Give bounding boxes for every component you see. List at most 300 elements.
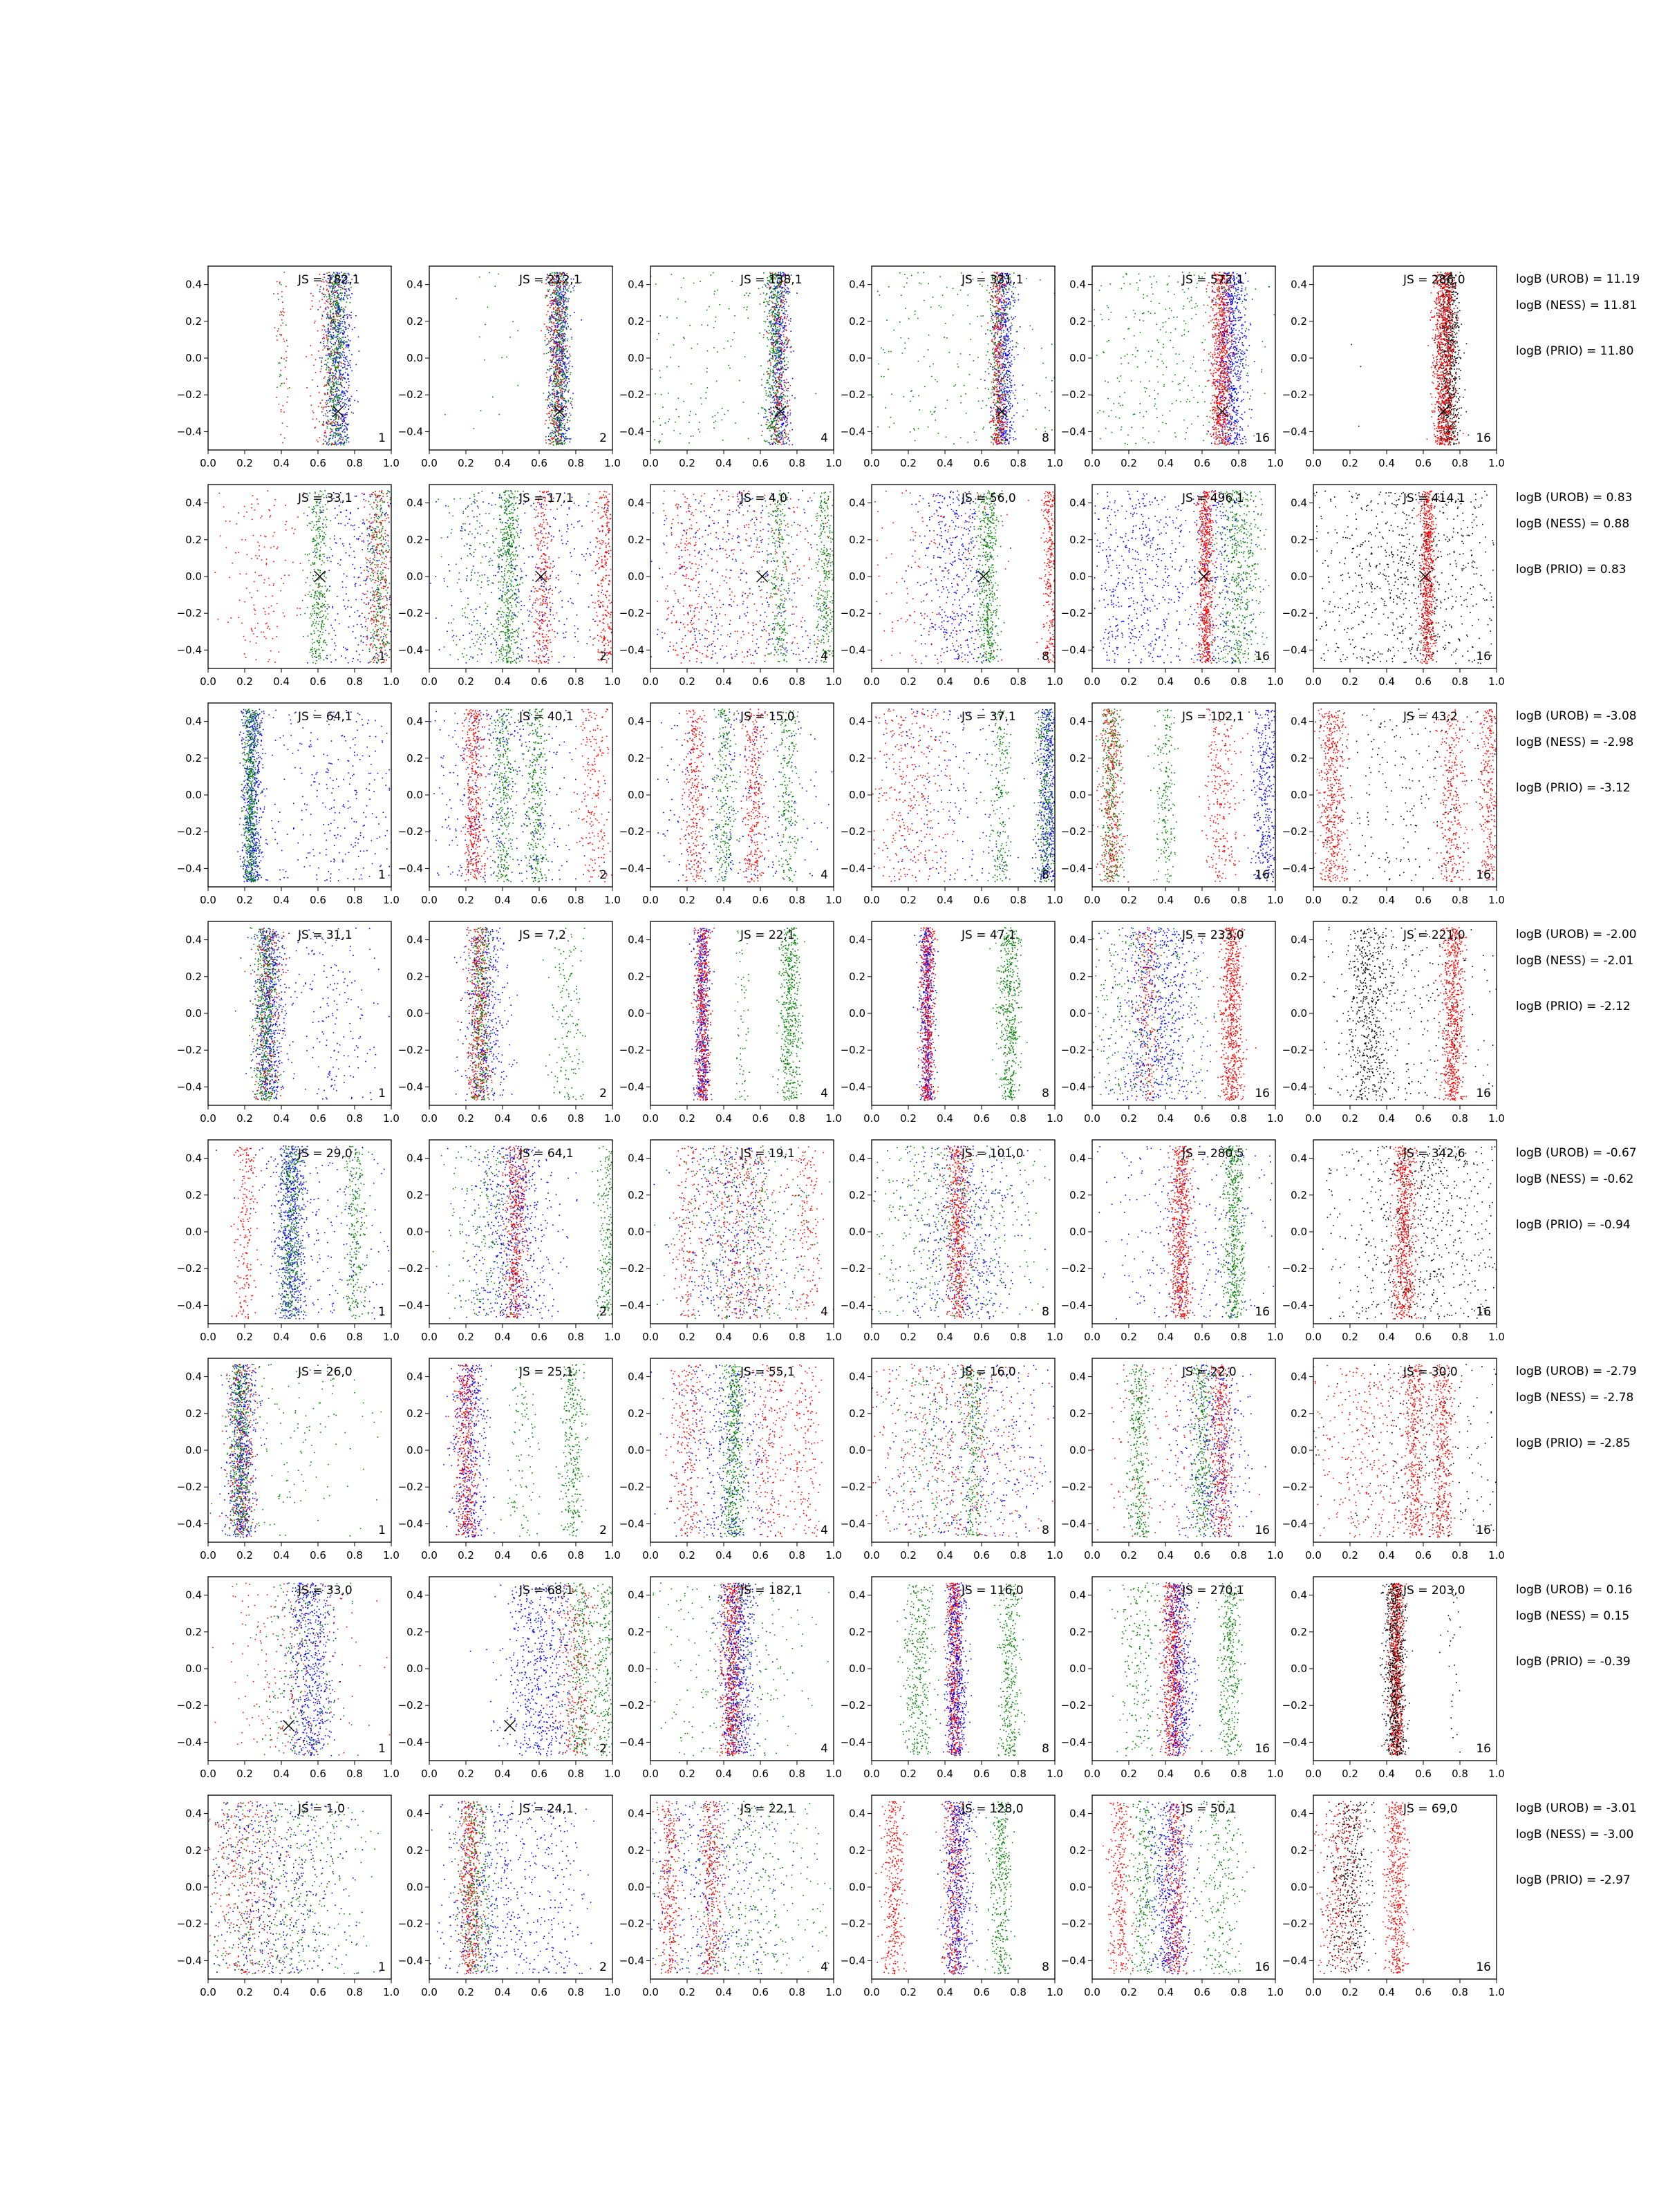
point — [567, 364, 568, 365]
point — [685, 301, 686, 303]
point — [566, 301, 568, 303]
point — [321, 360, 322, 362]
point — [784, 290, 785, 292]
point — [335, 357, 337, 359]
point — [990, 366, 991, 368]
point — [1016, 412, 1018, 413]
point — [787, 288, 788, 289]
point — [568, 298, 570, 299]
point — [343, 334, 344, 335]
point — [763, 337, 765, 339]
point — [560, 389, 561, 391]
point — [772, 426, 774, 427]
point — [346, 436, 347, 438]
point — [552, 317, 553, 319]
point — [787, 422, 788, 423]
point — [775, 418, 776, 419]
point — [328, 301, 329, 303]
point — [557, 420, 559, 422]
point — [556, 439, 557, 440]
point — [558, 354, 559, 355]
point — [777, 350, 778, 351]
point — [776, 314, 778, 315]
point — [778, 442, 780, 443]
point — [552, 393, 553, 394]
corner-label: 2 — [599, 431, 607, 445]
point — [769, 391, 771, 393]
point — [326, 435, 327, 437]
point — [784, 288, 785, 289]
point — [324, 338, 325, 339]
point — [773, 371, 774, 373]
point — [341, 423, 343, 424]
point — [775, 326, 776, 328]
point — [336, 415, 337, 417]
point — [769, 321, 771, 322]
point — [317, 386, 319, 387]
point — [1013, 306, 1014, 307]
point — [780, 364, 782, 365]
point — [337, 319, 339, 321]
point — [326, 406, 327, 408]
point — [326, 289, 328, 290]
point — [559, 314, 561, 315]
x-tick-label: 0.4 — [494, 457, 511, 469]
point — [691, 435, 692, 437]
point — [550, 436, 552, 438]
point — [331, 303, 332, 305]
point — [1006, 358, 1007, 359]
point — [345, 417, 346, 418]
point — [323, 289, 324, 290]
point — [774, 308, 776, 310]
point — [778, 404, 779, 405]
point — [776, 402, 777, 403]
point — [773, 346, 774, 347]
point — [358, 337, 359, 338]
point — [1013, 357, 1015, 358]
point — [744, 307, 745, 308]
point — [563, 355, 565, 357]
point — [771, 337, 772, 338]
point — [678, 366, 679, 368]
point — [780, 301, 782, 302]
point — [559, 370, 560, 371]
point — [353, 413, 354, 414]
point — [336, 340, 337, 341]
point — [783, 327, 785, 328]
point — [339, 355, 341, 357]
point — [554, 379, 556, 381]
point — [556, 357, 557, 359]
point — [556, 298, 558, 299]
point — [565, 363, 566, 364]
point — [1000, 337, 1002, 338]
point — [348, 315, 350, 316]
point — [1007, 433, 1009, 435]
point — [787, 412, 789, 413]
point — [772, 350, 774, 352]
point — [544, 324, 545, 325]
point — [327, 416, 328, 418]
point — [337, 310, 338, 311]
point — [330, 354, 332, 355]
point — [334, 350, 335, 352]
point — [774, 393, 776, 394]
point — [554, 375, 556, 377]
point — [317, 330, 319, 332]
point — [781, 397, 782, 399]
point — [766, 416, 767, 418]
point — [556, 418, 558, 419]
point — [784, 317, 785, 319]
point — [339, 433, 341, 434]
point — [348, 409, 349, 411]
point — [329, 297, 330, 299]
point — [554, 290, 556, 292]
point — [328, 379, 329, 380]
point — [763, 335, 765, 336]
point — [347, 437, 348, 438]
point — [773, 388, 774, 389]
point — [346, 359, 348, 360]
point — [334, 287, 335, 288]
point — [781, 433, 782, 435]
point — [778, 355, 779, 357]
point — [778, 421, 780, 422]
point — [994, 374, 995, 375]
point — [780, 382, 781, 384]
point — [547, 328, 549, 329]
point — [774, 347, 775, 348]
point — [781, 437, 782, 438]
point — [769, 412, 771, 413]
point — [334, 379, 335, 381]
point — [767, 319, 769, 320]
point — [333, 362, 335, 363]
point — [562, 397, 563, 398]
point — [351, 293, 353, 294]
point — [550, 338, 552, 339]
point — [568, 417, 570, 418]
point — [767, 346, 768, 347]
point — [551, 321, 552, 323]
point — [572, 399, 574, 400]
point — [683, 337, 684, 338]
point — [774, 342, 776, 344]
point — [1001, 425, 1002, 427]
y-tick-label: 0.2 — [185, 315, 202, 328]
point — [1007, 358, 1009, 359]
point — [778, 376, 780, 377]
point — [551, 328, 552, 330]
point — [996, 413, 997, 415]
point — [340, 332, 341, 333]
point — [779, 440, 780, 442]
point — [1004, 318, 1005, 319]
point — [557, 332, 559, 333]
point — [348, 387, 349, 388]
point — [489, 272, 490, 274]
point — [332, 363, 334, 364]
point — [337, 391, 338, 392]
point — [558, 435, 559, 436]
point — [556, 371, 558, 373]
point — [553, 357, 554, 359]
point — [341, 418, 342, 420]
point — [787, 424, 789, 425]
point — [336, 356, 337, 357]
point — [776, 307, 778, 308]
point — [553, 337, 554, 339]
point — [1018, 299, 1020, 301]
point — [283, 405, 284, 406]
point — [562, 337, 563, 339]
point — [319, 291, 321, 292]
point — [781, 403, 782, 404]
point — [570, 372, 572, 373]
point — [558, 367, 559, 368]
point — [1005, 366, 1006, 368]
point — [681, 287, 682, 288]
point — [990, 421, 991, 422]
point — [786, 301, 787, 303]
point — [343, 330, 344, 331]
point — [1004, 404, 1005, 405]
point — [783, 353, 785, 355]
point — [331, 355, 332, 357]
point — [781, 352, 782, 353]
point — [570, 397, 571, 399]
point — [335, 298, 336, 299]
point — [789, 410, 791, 411]
point — [767, 428, 768, 429]
point — [778, 386, 779, 388]
point — [556, 324, 558, 325]
point — [281, 319, 283, 321]
point — [350, 315, 352, 316]
point — [568, 428, 570, 429]
point — [1000, 327, 1002, 328]
point — [790, 321, 791, 322]
point — [559, 404, 561, 405]
point — [568, 368, 570, 370]
point — [1010, 385, 1011, 386]
point — [1010, 408, 1011, 409]
point — [779, 294, 780, 296]
point — [558, 362, 559, 364]
point — [547, 408, 548, 409]
point — [324, 325, 325, 326]
point — [328, 381, 329, 382]
point — [559, 368, 560, 370]
point — [789, 339, 790, 341]
point — [561, 335, 563, 336]
point — [339, 306, 340, 308]
point — [782, 366, 783, 368]
point — [344, 361, 346, 362]
point — [310, 309, 312, 310]
point — [775, 359, 776, 360]
point — [770, 444, 771, 445]
point — [333, 404, 335, 405]
point — [336, 444, 337, 446]
point — [336, 381, 337, 382]
point — [776, 347, 777, 348]
point — [997, 418, 998, 419]
point — [550, 443, 552, 444]
point — [324, 326, 325, 328]
point — [771, 435, 773, 436]
point — [559, 315, 561, 317]
point — [622, 406, 624, 407]
point — [1011, 418, 1013, 419]
point — [563, 304, 565, 306]
point — [335, 344, 336, 346]
panel-frame — [429, 266, 612, 450]
point — [778, 310, 779, 312]
point — [561, 425, 562, 427]
point — [332, 436, 334, 438]
point — [559, 311, 561, 312]
point — [789, 444, 790, 446]
point — [342, 398, 344, 400]
point — [560, 288, 561, 289]
point — [556, 331, 557, 332]
point — [332, 407, 334, 409]
point — [339, 361, 341, 362]
point — [776, 319, 778, 320]
point — [769, 375, 771, 377]
point — [344, 432, 346, 433]
point — [997, 362, 999, 363]
point — [335, 419, 336, 420]
point — [286, 379, 288, 380]
point — [347, 379, 348, 380]
point — [1001, 439, 1002, 440]
point — [1005, 319, 1006, 321]
point — [335, 354, 336, 355]
point — [999, 387, 1000, 388]
point — [345, 329, 346, 330]
point — [1008, 298, 1009, 299]
point — [781, 393, 782, 394]
point — [559, 392, 560, 393]
point — [1002, 388, 1003, 389]
point — [335, 352, 337, 353]
point — [342, 379, 344, 381]
point — [769, 428, 770, 429]
point — [566, 357, 568, 359]
point — [774, 396, 775, 397]
point — [1008, 351, 1009, 353]
point — [328, 372, 330, 373]
point — [562, 405, 563, 406]
point — [338, 344, 339, 346]
point — [568, 318, 569, 319]
point — [552, 442, 553, 443]
point — [340, 298, 341, 299]
point — [349, 364, 350, 366]
point — [337, 351, 338, 353]
point — [332, 327, 333, 328]
point — [715, 421, 717, 422]
point — [325, 346, 326, 348]
point — [771, 357, 772, 359]
point — [351, 354, 353, 355]
point — [559, 406, 560, 408]
point — [561, 352, 562, 353]
point — [770, 326, 771, 328]
point — [1007, 362, 1009, 364]
point — [554, 318, 556, 319]
point — [785, 299, 787, 300]
point — [784, 398, 785, 400]
point — [1007, 377, 1009, 378]
point — [558, 341, 559, 343]
point — [1018, 354, 1019, 355]
x-tick-label: 0.2 — [679, 457, 695, 469]
point — [306, 356, 307, 357]
point — [778, 336, 779, 337]
point — [565, 406, 567, 407]
point — [760, 303, 761, 305]
point — [1003, 355, 1004, 356]
point — [330, 329, 332, 330]
point — [691, 384, 692, 385]
point — [343, 367, 344, 368]
point — [705, 397, 706, 399]
point — [559, 347, 561, 348]
point — [788, 434, 789, 435]
point — [288, 388, 289, 390]
point — [776, 396, 778, 397]
point — [552, 330, 553, 331]
point — [337, 357, 338, 359]
point — [995, 404, 996, 406]
point — [1011, 355, 1013, 356]
point — [657, 339, 658, 340]
point — [784, 380, 785, 382]
point — [339, 442, 341, 444]
point — [563, 348, 564, 350]
point — [553, 307, 554, 308]
point — [551, 337, 552, 338]
point — [771, 338, 773, 339]
point — [1006, 413, 1007, 414]
point — [339, 353, 340, 355]
point — [329, 411, 330, 412]
point — [763, 417, 765, 418]
point — [671, 274, 673, 275]
point — [332, 293, 334, 294]
point — [787, 338, 788, 339]
point — [326, 400, 328, 402]
point — [780, 317, 781, 319]
point — [554, 394, 555, 395]
point — [348, 362, 350, 364]
point — [347, 375, 348, 376]
point — [555, 405, 556, 406]
point — [761, 425, 762, 427]
point — [778, 292, 780, 293]
point — [564, 398, 565, 400]
point — [556, 301, 558, 302]
point — [340, 378, 341, 379]
true-value-marker — [775, 406, 786, 417]
point — [997, 412, 999, 413]
point — [344, 387, 345, 388]
